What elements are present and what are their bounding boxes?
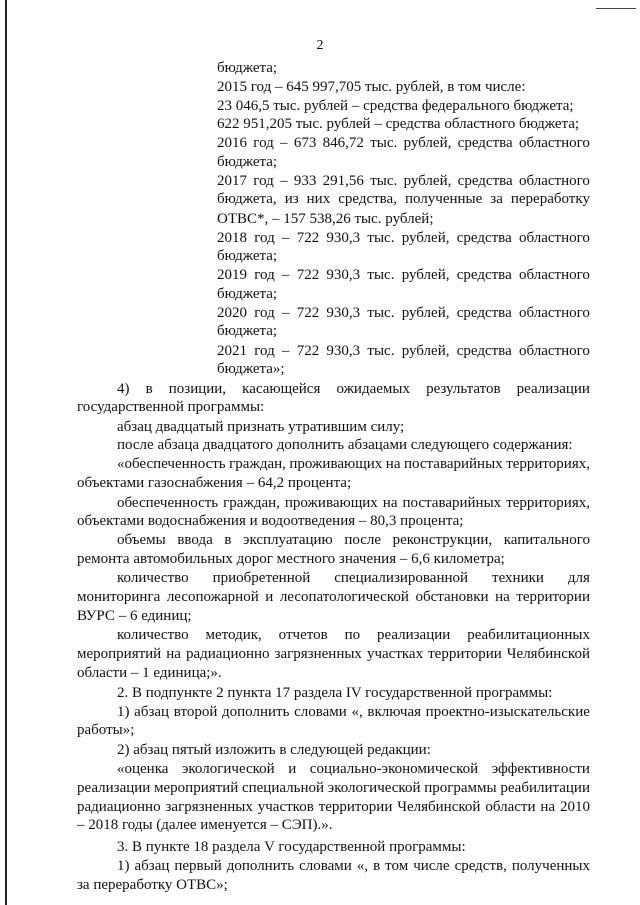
line-text: «обеспеченность граждан, проживающих на поставарийных территориях, bbox=[117, 456, 590, 472]
line-text: 2019 год – 722 930,3 тыс. рублей, средства областного bbox=[217, 267, 590, 283]
line-text: 2017 год – 933 291,56 тыс. рублей, средства областного bbox=[217, 173, 590, 189]
text-line bbox=[0, 321, 640, 343]
line-text: за переработку ОТВС»; bbox=[77, 877, 228, 893]
line-text: 2) абзац пятый изложить в следующей редакции: bbox=[117, 742, 431, 758]
line-text: реализации мероприятий специальной экологической программы реабилитации bbox=[77, 780, 590, 796]
line-text: государственной программы: bbox=[77, 399, 265, 415]
line-text: бюджета; bbox=[217, 286, 278, 302]
line-text: работы»; bbox=[77, 722, 135, 738]
line-text: ВУРС – 6 единиц; bbox=[77, 608, 192, 624]
line-text: ОТВС*, – 157 538,26 тыс. рублей; bbox=[217, 211, 434, 227]
text-line bbox=[0, 815, 640, 837]
line-text: обеспеченность граждан, проживающих на поставарийных территориях, bbox=[117, 495, 590, 511]
line-text: 3. В пункте 18 раздела V государственной программы: bbox=[117, 839, 466, 855]
line-text: бюджета»; bbox=[217, 361, 285, 377]
line-text: 1) абзац второй дополнить словами «, включая проектно-изыскательские bbox=[117, 704, 590, 720]
line-text: 2021 год – 722 930,3 тыс. рублей, средства областного bbox=[217, 343, 590, 359]
line-text: абзац двадцатый признать утратившим силу; bbox=[117, 419, 405, 435]
line-text: ремонта автомобильных дорог местного значения – 6,6 километра; bbox=[77, 551, 505, 567]
page-number: 2 bbox=[316, 38, 324, 53]
line-text: 2020 год – 722 930,3 тыс. рублей, средства областного bbox=[217, 305, 590, 321]
text-line bbox=[0, 397, 640, 419]
line-text: 4) в позиции, касающейся ожидаемых результатов реализации bbox=[117, 381, 590, 397]
line-text: бюджета; bbox=[217, 60, 278, 76]
line-text: 2018 год – 722 930,3 тыс. рублей, средства областного bbox=[217, 230, 590, 246]
line-text: бюджета; bbox=[217, 323, 278, 339]
line-text: объемы ввода в эксплуатацию после реконструкции, капитального bbox=[117, 532, 590, 548]
line-text: 2015 год – 645 997,705 тыс. рублей, в том числе: bbox=[217, 79, 526, 95]
line-text: объектами газоснабжения – 64,2 процента; bbox=[77, 475, 352, 491]
line-text: 1) абзац первый дополнить словами «, в том числе средств, полученных bbox=[117, 858, 590, 874]
text-line bbox=[0, 189, 640, 211]
line-text: «оценка экологической и социально-экономической эффективности bbox=[117, 761, 590, 777]
line-text: 2. В подпункте 2 пункта 17 раздела IV государственной программы: bbox=[117, 685, 553, 701]
text-line bbox=[0, 720, 640, 742]
line-text: бюджета; bbox=[217, 154, 278, 170]
line-text: области – 1 единица;». bbox=[77, 665, 222, 681]
line-text: мониторинга лесопожарной и лесопатологической обстановки на территории bbox=[77, 589, 590, 605]
text-line bbox=[0, 875, 640, 897]
text-line bbox=[0, 663, 640, 685]
line-text: после абзаца двадцатого дополнить абзацами следующего содержания: bbox=[117, 437, 573, 453]
line-text: количество приобретенной специализированной техники для bbox=[117, 570, 590, 586]
line-text: 2016 год – 673 846,72 тыс. рублей, средства областного bbox=[217, 135, 590, 151]
text-line bbox=[0, 473, 640, 495]
line-text: радиационно загрязненных участков территории Челябинской области на 2010 bbox=[77, 799, 590, 815]
line-text: бюджета, из них средства, полученные за переработку bbox=[217, 191, 590, 207]
line-text: мероприятий на радиационно загрязненных участках территории Челябинской bbox=[77, 646, 590, 662]
text-line bbox=[0, 359, 640, 381]
line-text: – 2018 годы (далее именуется – СЭП).». bbox=[77, 817, 333, 833]
line-text: объектами водоснабжения и водоотведения – 80,3 процента; bbox=[77, 513, 464, 529]
line-text: 622 951,205 тыс. рублей – средства областного бюджета; bbox=[217, 116, 580, 132]
line-text: бюджета; bbox=[217, 248, 278, 264]
line-text: количество методик, отчетов по реализации реабилитационных bbox=[117, 627, 590, 643]
line-text: 23 046,5 тыс. рублей – средства федерального бюджета; bbox=[217, 98, 574, 114]
